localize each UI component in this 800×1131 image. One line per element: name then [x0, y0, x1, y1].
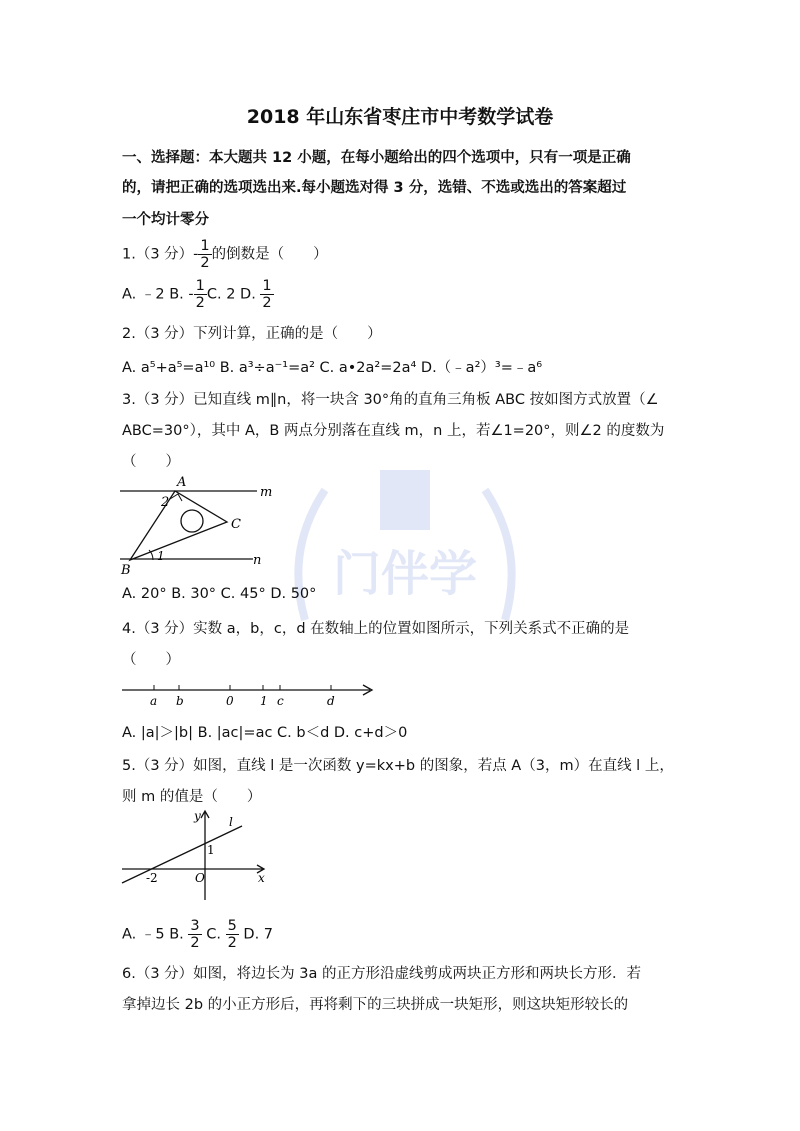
question-3-line3: （ ） — [122, 454, 180, 470]
section-heading-line2: 的，请把正确的选项选出来.每小题选对得 3 分，选错、不选或选出的答案超过 — [122, 180, 627, 196]
question-2-stem: 2.（3 分）下列计算，正确的是（ ） — [122, 326, 382, 342]
question-5-figure — [118, 808, 278, 903]
question-1-options: A. ﹣2 B. - $\frac{1}{2}$ C. 2 D. $\frac{1}{2}$ — [122, 278, 272, 311]
question-5-options: A. ﹣5 B. $\frac{3}{2}$ C. $\frac{5}{2}$ D. 7 — [122, 918, 274, 951]
axis-label-0: 0 — [226, 694, 234, 708]
watermark — [275, 440, 535, 674]
question-5-line1: 5.（3 分）如图，直线 l 是一次函数 y=kx+b 的图象，若点 A（3，m）在直线 l 上， — [122, 758, 674, 774]
label-O: O — [195, 871, 205, 885]
label-A: A — [177, 475, 187, 490]
question-3-line1: 3.（3 分）已知直线 m∥n，将一块含 30°角的直角三角板 ABC 按如图方式放置（∠ — [122, 392, 659, 408]
page-title: 2018 年山东省枣庄市中考数学试卷 — [246, 106, 554, 128]
question-6-line1: 6.（3 分）如图，将边长为 3a 的正方形沿虚线剪成两块正方形和两块长方形．若 — [122, 966, 641, 982]
label-neg2: -2 — [146, 871, 158, 885]
label-x: x — [258, 871, 265, 885]
triangle-abc — [130, 491, 227, 560]
axis-label-d: d — [327, 694, 335, 708]
axis-label-a: a — [150, 694, 158, 708]
question-4-options: A. |a|＞|b| B. |ac|=ac C. b＜d D. c+d＞0 — [122, 725, 408, 741]
question-4-line1: 4.（3 分）实数 a，b，c，d 在数轴上的位置如图所示，下列关系式不正确的是 — [122, 621, 630, 637]
question-6-line2: 拿掉边长 2b 的小正方形后，再将剩下的三块拼成一块矩形，则这块矩形较长的 — [122, 997, 629, 1013]
question-4-line2: （ ） — [122, 652, 180, 668]
question-3-figure — [115, 472, 295, 582]
number-line-figure — [118, 675, 383, 715]
watermark-text: 门伴学 — [332, 546, 478, 602]
axis-label-c: c — [277, 694, 284, 708]
label-C: C — [231, 517, 241, 532]
section-heading-line3: 一个均计零分 — [122, 212, 209, 228]
question-3-options: A. 20° B. 30° C. 45° D. 50° — [122, 586, 317, 602]
question-1-stem: 1.（3 分）- $\frac{1}{2}$ 的倒数是（ ） — [122, 238, 328, 271]
question-3-line2: ABC=30°），其中 A，B 两点分别落在直线 m，n 上，若∠1=20°，则∠2 的度数为 — [122, 423, 665, 439]
section-heading-line1: 一、选择题：本大题共 12 小题，在每小题给出的四个选项中，只有一项是正确 — [122, 150, 631, 166]
label-m: m — [260, 485, 273, 500]
axis-label-b: b — [176, 694, 184, 708]
line-l — [122, 826, 242, 883]
label-1: 1 — [157, 549, 165, 563]
label-B: B — [121, 563, 131, 578]
label-y: y — [194, 809, 201, 823]
label-2: 2 — [161, 495, 170, 510]
label-l: l — [229, 815, 233, 829]
label-n: n — [253, 553, 262, 568]
question-2-options: A. a⁵+a⁵=a¹⁰ B. a³÷a⁻¹=a² C. a•2a²=2a⁴ D.（﹣a²）³=﹣a⁶ — [122, 360, 543, 376]
label-1: 1 — [207, 843, 215, 857]
axis-label-1: 1 — [260, 694, 268, 708]
question-5-line2: 则 m 的值是（ ） — [122, 789, 262, 805]
